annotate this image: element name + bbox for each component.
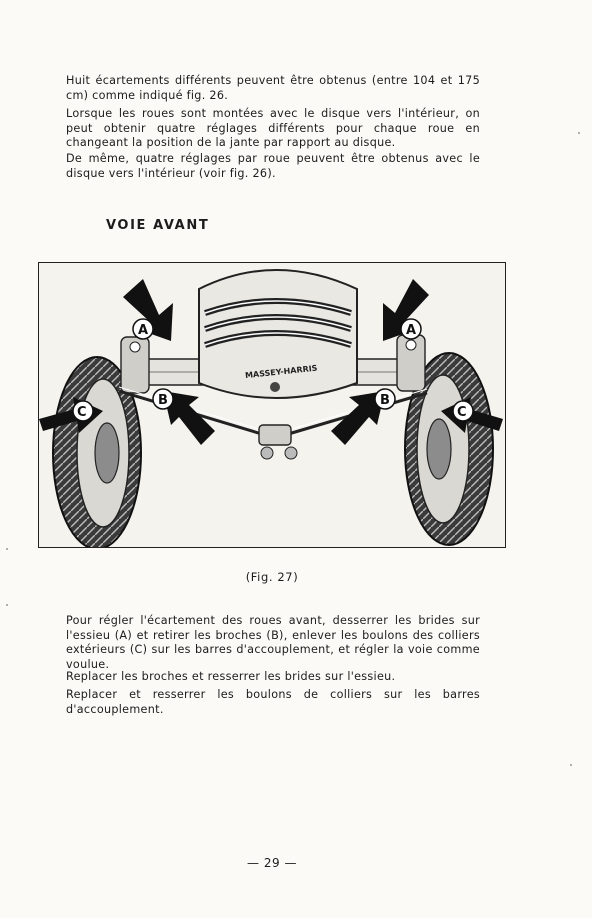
- tractor-nose: [199, 270, 357, 398]
- label-b-right: B: [380, 393, 390, 408]
- paragraph-adjust-track: Pour régler l'écartement des roues avant, desserrer les brides sur l'essieu (A) et retirer les broches (B), enlever les boulons des colliers extérieurs (C) sur les barres d'accouplement, et régler la voie comme voulue.: [66, 614, 480, 671]
- paragraph-replace-pins: Replacer les broches et resserrer les brides sur l'essieu.: [66, 670, 396, 683]
- paper-speck: [6, 604, 8, 606]
- front-axle-illustration: [39, 263, 505, 547]
- label-a-right: A: [406, 323, 417, 338]
- paragraph-wheel-spacings: Huit écartements différents peuvent être obtenus (entre 104 et 175 cm) comme indiqué fig. 26.: [66, 74, 480, 102]
- paragraph-disc-settings: De même, quatre réglages par roue peuvent être obtenus avec le disque vers l'intérieur (voir fig. 26).: [66, 152, 480, 180]
- grille-badge: MASSEY-HARRIS: [244, 363, 318, 381]
- label-b-left: B: [158, 393, 168, 408]
- paper-speck: [570, 764, 572, 766]
- page-number: — 29 —: [247, 856, 297, 870]
- paragraph-disc-inward: Lorsque les roues sont montées avec le disque vers l'intérieur, on peut obtenir quatre réglages différents pour chaque roue en changeant la position de la jante par rapport au disque.: [66, 107, 480, 150]
- section-heading: VOIE AVANT: [106, 218, 210, 233]
- label-a-left: A: [138, 323, 149, 338]
- paper-speck: [578, 132, 580, 134]
- figure-front-axle: [38, 262, 506, 548]
- label-c-right: C: [457, 405, 467, 420]
- paper-speck: [6, 548, 8, 550]
- figure-caption: (Fig. 27): [245, 570, 299, 584]
- label-c-left: C: [77, 405, 87, 420]
- paragraph-replace-bolts: Replacer et resserrer les boulons de colliers sur les barres d'accouplement.: [66, 688, 480, 716]
